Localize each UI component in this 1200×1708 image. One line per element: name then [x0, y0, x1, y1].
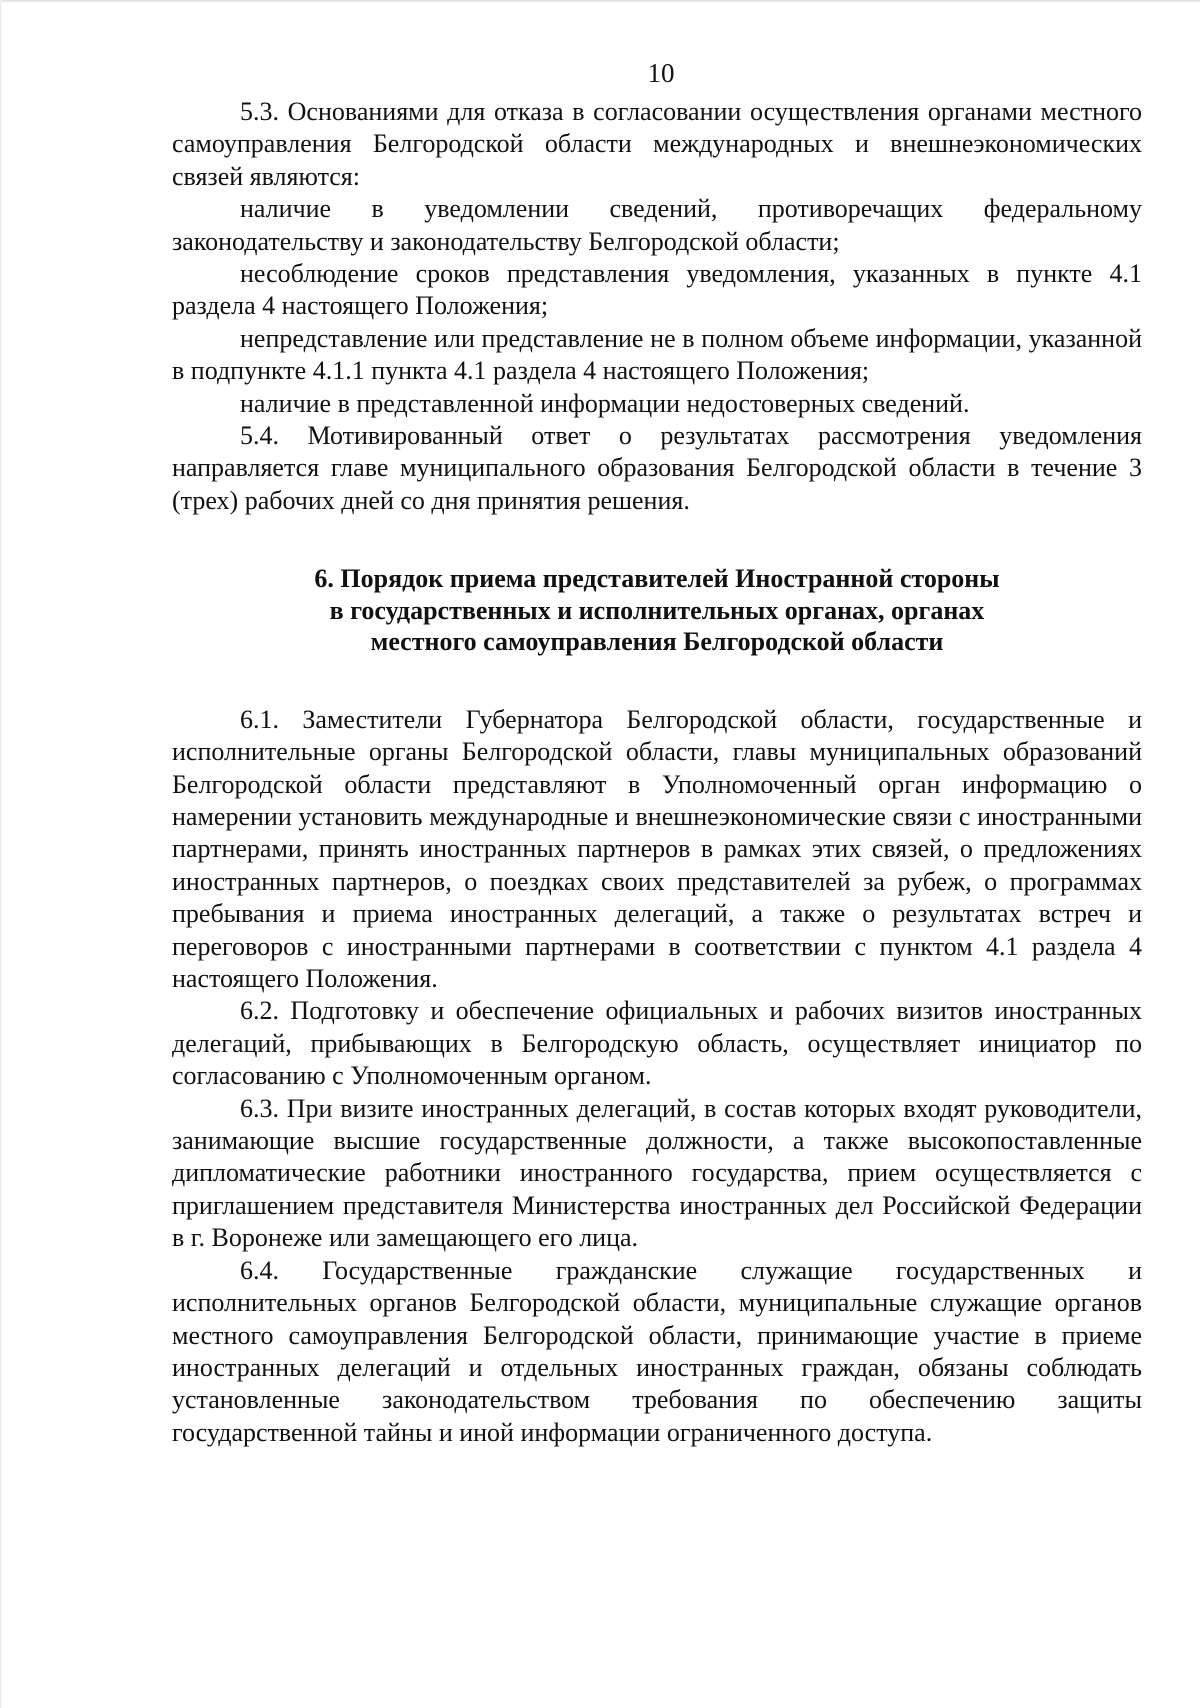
paragraph-5-3-item-3: непредставление или представление не в полном объеме информации, указанной в подпункте 4.1.1 пункта 4.1 раздела 4 настоящего Положения;: [172, 323, 1142, 386]
paragraph-6-1: 6.1. Заместители Губернатора Белгородской области, государственные и исполнительные органы Белгородской области, главы муниципальных образований Белгородской области представляют в Уполномоченный орган информацию о намерении установить международные и внешнеэкономические связи с иностранными партнерами, принять иностранных партнеров в рамках этих связей, о предложениях иностранных партнеров, о поездках своих представителей за рубеж, о программах пребывания и приема иностранных делегаций, а также о результатах встреч и переговоров с иностранными партнерами в соответствии с пунктом 4.1 раздела 4 настоящего Положения.: [172, 704, 1142, 994]
section-5: [172, 96, 1142, 517]
paragraph-5-3: 5.3. Основаниями для отказа в согласовании осуществления органами местного самоуправления Белгородской области международных и внешнеэкономических связей являются:: [172, 97, 1142, 191]
paragraph-5-3-item-4: наличие в представленной информации недостоверных сведений.: [240, 388, 970, 418]
scan-edge-top: [0, 0, 1200, 3]
section-6: [172, 704, 1142, 1449]
section-6-heading-line-2: в государственных и исполнительных органах, органах: [329, 595, 985, 625]
paragraph-5-4: 5.4. Мотивированный ответ о результатах рассмотрения уведомления направляется главе муниципального образования Белгородской области в течение 3 (трех) рабочих дней со дня принятия решения.: [172, 421, 1142, 515]
paragraph-5-3-item-2: несоблюдение сроков представления уведомления, указанных в пункте 4.1 раздела 4 настоящего Положения;: [172, 259, 1142, 321]
paragraph-6-4: 6.4. Государственные гражданские служащие государственных и исполнительных органов Белгородской области, муниципальные служащие органов местного самоуправления Белгородской области, принимающие участие в приеме иностранных делегаций и отдельных иностранных граждан, обязаны соблюдать установленные законодательством требования по обеспечению защиты государственной тайны и иной информации ограниченного доступа.: [172, 1255, 1142, 1447]
paragraph-6-3: 6.3. При визите иностранных делегаций, в состав которых входят руководители, занимающие высшие государственные должности, а также высокопоставленные дипломатические работники иностранного государства, прием осуществляется с приглашением представителя Министерства иностранных дел Российской Федерации в г. Воронеже или замещающего его лица.: [172, 1093, 1142, 1253]
document-page: [172, 56, 1142, 1449]
section-6-heading: [172, 563, 1142, 658]
paragraph-6-2: 6.2. Подготовку и обеспечение официальных и рабочих визитов иностранных делегаций, прибывающих в Белгородскую область, осуществляет инициатор по согласованию с Уполномоченным органом.: [172, 996, 1142, 1091]
scan-edge-left: [0, 0, 2, 1708]
section-6-heading-line-3: местного самоуправления Белгородской области: [370, 627, 944, 657]
page-number: 10: [647, 58, 675, 88]
paragraph-5-3-item-1: наличие в уведомлении сведений, противоречащих федеральному законодательству и законодательству Белгородской области;: [172, 194, 1142, 256]
section-6-heading-line-1: 6. Порядок приема представителей Иностранной стороны: [314, 564, 1000, 594]
